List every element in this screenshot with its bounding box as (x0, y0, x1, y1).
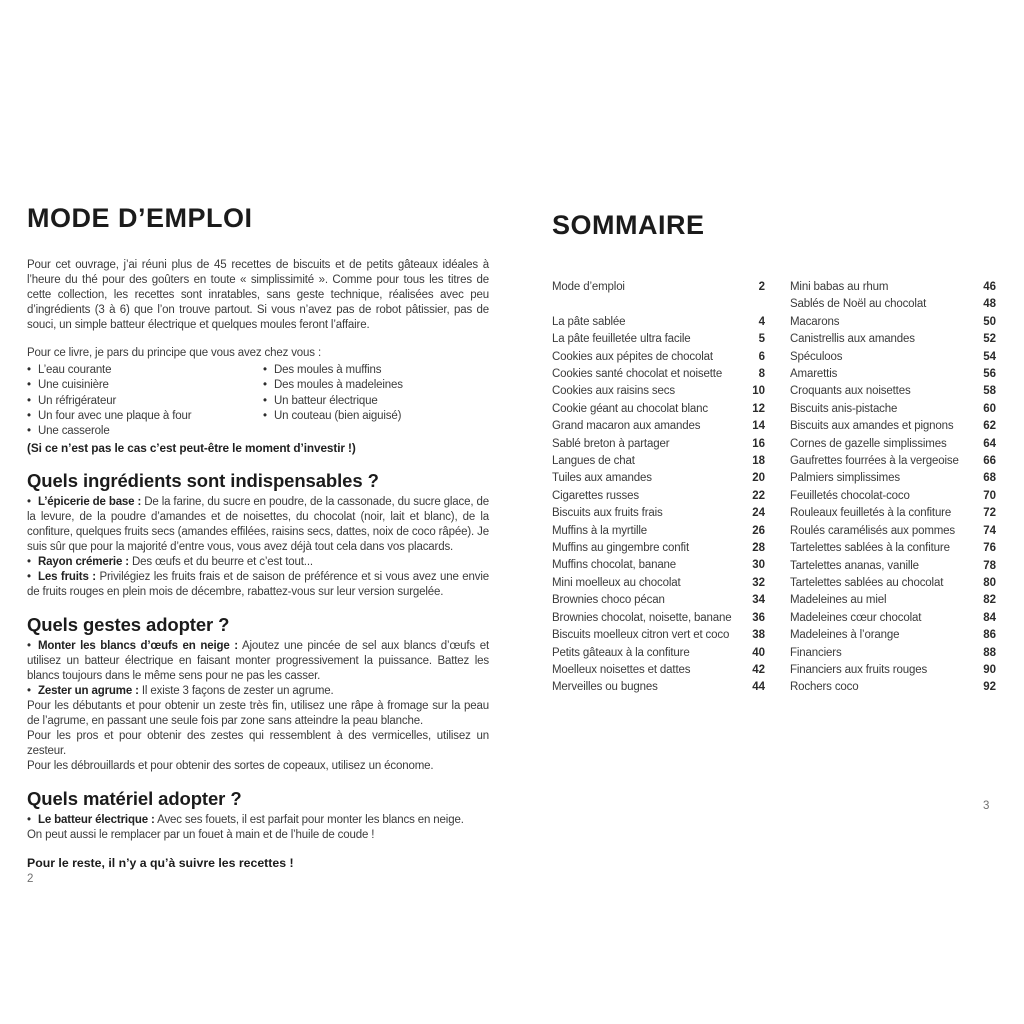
toc-entry-label: Amarettis (790, 368, 838, 381)
equipment-item (27, 363, 263, 378)
block-text: Des œufs et du beurre et c’est tout... (131, 556, 313, 569)
toc-entry-page: 60 (983, 402, 996, 415)
toc-entry-page: 52 (983, 333, 996, 346)
toc-row (790, 470, 996, 487)
block-lead: L’épicerie de base : (38, 496, 142, 509)
page-number-left: 2 (27, 873, 34, 886)
equipment-item-label: L’eau courante (38, 364, 112, 376)
toc-entry-label: Petits gâteaux à la confiture (552, 646, 690, 659)
toc-row (552, 523, 765, 540)
toc-entry-page: 80 (983, 576, 996, 589)
toc-entry-label: Mini moelleux au chocolat (552, 576, 681, 589)
toc-row (552, 488, 765, 505)
toc-row (790, 540, 996, 557)
toc-row (552, 349, 765, 366)
toc-entry-page: 68 (983, 472, 996, 485)
content-section (27, 788, 489, 843)
toc-entry-label: Rouleaux feuilletés à la confiture (790, 507, 952, 520)
closing-line: Pour le reste, il n’y a qu’à suivre les recettes ! (27, 856, 294, 871)
toc-row (552, 401, 765, 418)
toc-row (552, 592, 765, 609)
toc-entry-label: Tartelettes sablées au chocolat (790, 576, 944, 589)
toc-row (790, 558, 996, 575)
toc-entry-label: Brownies choco pécan (552, 594, 665, 607)
toc-row (552, 331, 765, 348)
toc-entry-page: 34 (752, 594, 765, 607)
equipment-item (263, 363, 489, 378)
toc-entry-label: Muffins à la myrtille (552, 524, 648, 537)
toc-entry-label: Biscuits aux fruits frais (552, 507, 663, 520)
equipment-item (263, 409, 489, 424)
toc-entry-page: 20 (752, 472, 765, 485)
toc-entry-page: 28 (752, 542, 765, 555)
block-lead: Les fruits : (38, 571, 96, 584)
bullet-glyph: • (27, 685, 31, 698)
toc-entry-page: 16 (752, 437, 765, 450)
toc-entry-page: 72 (983, 507, 996, 520)
section-block (27, 813, 489, 828)
toc-entry-label: Financiers aux fruits rouges (790, 663, 928, 676)
toc-column-2 (790, 279, 996, 697)
toc-row (552, 366, 765, 383)
toc-entry-label: Madeleines au miel (790, 594, 887, 607)
toc-row (552, 627, 765, 644)
section-block (27, 570, 489, 600)
toc-row (790, 627, 996, 644)
toc-entry-page: 2 (758, 281, 765, 293)
bullet-glyph: • (263, 409, 267, 422)
equipment-item-label: Une cuisinière (38, 379, 109, 392)
toc-entry-label: Financiers (790, 646, 842, 659)
bullet-glyph: • (263, 394, 267, 407)
toc-row (552, 575, 765, 592)
toc-row (552, 436, 765, 453)
equipment-item-label: Un batteur électrique (274, 394, 378, 407)
toc-row (552, 540, 765, 557)
toc-row (552, 418, 765, 435)
equipment-item (27, 424, 263, 439)
toc-row (552, 314, 765, 331)
toc-row (790, 349, 996, 366)
section-block (27, 828, 489, 843)
equipment-item (27, 409, 263, 424)
equipment-item-label: Des moules à madeleines (274, 379, 403, 392)
toc-entry-label: Roulés caramélisés aux pommes (790, 524, 956, 537)
bullet-glyph: • (27, 394, 31, 407)
toc-row (790, 383, 996, 400)
section-block (27, 495, 489, 555)
toc-entry-label: La pâte feuilletée ultra facile (552, 333, 691, 346)
equipment-item-label: Des moules à muffins (274, 364, 382, 376)
toc-entry-page: 40 (752, 646, 765, 659)
toc-row (552, 505, 765, 522)
toc-entry-page: 90 (983, 663, 996, 676)
toc-entry-label: Madeleines cœur chocolat (790, 611, 922, 624)
toc-entry-label: Rochers coco (790, 681, 859, 694)
toc-entry-label: Grand macaron aux amandes (552, 420, 701, 433)
equipment-item-label: Un couteau (bien aiguisé) (274, 409, 402, 422)
section-block (27, 759, 489, 774)
toc-entry-label: Sablé breton à partager (552, 437, 670, 450)
toc-entry-label: Biscuits aux amandes et pignons (790, 420, 954, 433)
toc-entry-label: Tartelettes ananas, vanille (790, 559, 919, 572)
toc-row (552, 662, 765, 679)
toc-row (790, 610, 996, 627)
toc-entry-page: 92 (983, 681, 996, 694)
toc-entry-label: Muffins chocolat, banane (552, 559, 677, 572)
toc-row (790, 645, 996, 662)
toc-entry-page: 48 (983, 298, 996, 311)
toc-entry-page: 84 (983, 611, 996, 624)
bullet-glyph: • (27, 364, 31, 376)
block-lead: Monter les blancs d’œufs en neige : (38, 640, 238, 653)
block-text: Il existe 3 façons de zester un agrume. (141, 685, 334, 698)
toc-entry-page: 22 (752, 489, 765, 502)
block-lead: Le batteur électrique : (38, 814, 155, 827)
toc-entry-page: 10 (752, 385, 765, 398)
page-title-mode-demploi: MODE D’EMPLOI (27, 203, 253, 233)
equipment-column-1 (27, 363, 263, 439)
toc-entry-page: 30 (752, 559, 765, 572)
toc-row (790, 366, 996, 383)
section-heading: Quels gestes adopter ? (27, 614, 230, 636)
toc-entry-page: 6 (758, 350, 765, 363)
toc-row (552, 279, 765, 296)
bullet-glyph: • (263, 379, 267, 392)
equipment-item-label: Une casserole (38, 425, 110, 438)
toc-row (790, 453, 996, 470)
toc-entry-page: 12 (752, 402, 765, 415)
toc-row (790, 523, 996, 540)
toc-entry-label: Cookies aux raisins secs (552, 385, 675, 398)
block-text: Pour les pros et pour obtenir des zestes qui ressemblent à des vermicelles, utilisez un zesteur. (27, 730, 489, 758)
toc-entry-page: 62 (983, 420, 996, 433)
toc-entry-label: Canistrellis aux amandes (790, 333, 915, 346)
toc-entry-label: Biscuits moelleux citron vert et coco (552, 629, 730, 642)
section-heading: Quels ingrédients sont indispensables ? (27, 470, 379, 492)
bullet-glyph: • (27, 814, 31, 827)
content-section (27, 614, 489, 774)
toc-row (552, 453, 765, 470)
toc-entry-page: 58 (983, 385, 996, 398)
bullet-glyph: • (27, 379, 31, 392)
intro-paragraph: Pour cet ouvrage, j’ai réuni plus de 45 recettes de biscuits et de petits gâteaux idéales à l’heure du thé pour des goûters en toute « simplissimité ». Comme pour tous les titres de cette collection, les recettes sont inratables, sans geste technique, réalisées avec peu d’ingrédients (3 à 6) que l’on trouve partout. Si vous n’avez pas de robot pâtissier, pas de souci, un simple batteur électrique et quelques moules feront l’affaire. (27, 259, 489, 331)
content-section (27, 470, 489, 600)
toc-entry-label: Tartelettes sablées à la confiture (790, 542, 950, 555)
toc-entry-page: 76 (983, 542, 996, 555)
right-page (552, 212, 1010, 1024)
block-text: Ajoutez une pincée de sel aux blancs d’œufs et utilisez un batteur électrique en faisant monter progressivement la puissance. Battez les blancs toujours dans le même sens pour ne pas les casser. (27, 640, 490, 683)
toc-entry-label: La pâte sablée (552, 315, 626, 328)
toc-row (552, 557, 765, 574)
toc-entry-page: 46 (983, 281, 996, 293)
bullet-glyph: • (27, 571, 31, 584)
toc-entry-page: 36 (752, 611, 765, 624)
toc-entry-label: Madeleines à l’orange (790, 629, 900, 642)
toc-entry-page: 14 (752, 420, 765, 433)
toc-entry-label: Palmiers simplissimes (790, 472, 900, 485)
toc-entry-page: 54 (983, 350, 996, 363)
toc-entry-page: 82 (983, 594, 996, 607)
toc-row (552, 470, 765, 487)
toc-entry-label: Langues de chat (552, 455, 635, 468)
section-block (27, 699, 489, 729)
equipment-item-label: Un réfrigérateur (38, 394, 117, 407)
toc-entry-label: Cookies santé chocolat et noisette (552, 368, 723, 381)
toc-entry-label: Mini babas au rhum (790, 281, 889, 293)
bullet-glyph: • (27, 425, 31, 438)
page-number-right: 3 (983, 800, 990, 812)
equipment-item-label: Un four avec une plaque à four (38, 409, 192, 422)
toc-entry-page: 32 (752, 576, 765, 589)
toc-entry-page: 18 (752, 455, 765, 468)
page-title-sommaire: SOMMAIRE (552, 210, 705, 240)
toc-entry-page: 86 (983, 629, 996, 642)
toc-row (790, 505, 996, 522)
toc-entry-label: Mode d’emploi (552, 281, 625, 293)
equipment-list (27, 363, 489, 439)
toc-row (790, 488, 996, 505)
bullet-glyph: • (27, 640, 31, 653)
toc-entry-label: Biscuits anis-pistache (790, 402, 898, 415)
section-heading: Quels matériel adopter ? (27, 788, 242, 810)
toc-entry-label: Muffins au gingembre confit (552, 542, 690, 555)
toc-entry-page: 8 (758, 368, 765, 381)
section-block (27, 639, 489, 684)
toc-entry-page: 74 (983, 524, 996, 537)
toc-row (790, 401, 996, 418)
toc-row (552, 679, 765, 696)
toc-row (552, 296, 765, 313)
toc-entry-page: 56 (983, 368, 996, 381)
toc-row (790, 418, 996, 435)
section-block (27, 555, 489, 570)
toc-entry-label: Cookie géant au chocolat blanc (552, 402, 708, 415)
toc-entry-label: Feuilletés chocolat-coco (790, 489, 910, 502)
toc-entry-label: Cornes de gazelle simplissimes (790, 437, 947, 450)
toc-row (790, 279, 996, 296)
bullet-glyph: • (27, 556, 31, 569)
block-text: Pour les débutants et pour obtenir un zeste très fin, utilisez une râpe à fromage sur la peau de l’agrume, en passant une seule fois par zone sans atteindre la peau blanche. (27, 700, 489, 728)
toc-entry-page: 70 (983, 489, 996, 502)
toc-entry-label: Brownies chocolat, noisette, banane (552, 611, 732, 624)
toc-entry-label: Gaufrettes fourrées à la vergeoise (790, 455, 959, 468)
section-block (27, 729, 489, 759)
toc-entry-label: Tuiles aux amandes (552, 472, 652, 485)
equipment-item (27, 378, 263, 393)
toc-entry-page: 5 (758, 333, 765, 346)
block-lead: Zester un agrume : (38, 685, 139, 698)
bullet-glyph: • (27, 496, 31, 509)
toc-entry-page: 24 (752, 507, 765, 520)
toc-entry-page: 50 (983, 315, 996, 328)
toc-entry-page: 64 (983, 437, 996, 450)
toc-row (790, 331, 996, 348)
toc-entry-label: Moelleux noisettes et dattes (552, 663, 691, 676)
equipment-item (27, 394, 263, 409)
toc-entry-page: 66 (983, 455, 996, 468)
left-page (27, 205, 489, 1024)
toc-row (552, 383, 765, 400)
block-lead: Rayon crémerie : (38, 556, 129, 569)
block-text: Avec ses fouets, il est parfait pour monter les blancs en neige. (157, 814, 464, 827)
equipment-item (263, 394, 489, 409)
toc-row (790, 662, 996, 679)
section-block (27, 684, 489, 699)
toc-row (790, 679, 996, 696)
sections (27, 470, 489, 843)
toc-row (552, 645, 765, 662)
toc-entry-label: Cookies aux pépites de chocolat (552, 350, 713, 363)
block-text: On peut aussi le remplacer par un fouet à main et de l’huile de coude ! (27, 829, 375, 842)
toc-entry-page: 88 (983, 646, 996, 659)
toc-entry-page: 78 (983, 559, 996, 572)
toc-entry-page: 26 (752, 524, 765, 537)
toc-entry-page: 4 (758, 315, 765, 328)
toc-row (790, 575, 996, 592)
toc-column-1 (552, 279, 765, 697)
equipment-column-2 (263, 363, 489, 439)
block-text: Privilégiez les fruits frais et de saison de préférence et si vous avez une envie de fruits rouges en plein mois de décembre, rabattez-vous sur leur version surgelée. (27, 571, 489, 599)
toc-row (790, 436, 996, 453)
toc-entry-label: Croquants aux noisettes (790, 385, 911, 398)
block-text: De la farine, du sucre en poudre, de la cassonade, du sucre glace, de la levure, de la poudre d’amandes et de noisettes, du chocolat (noir, lait et blanc), de la confiture, quelques fruits secs (amandes effilées, raisins secs, dattes, noix de coco râpée). Je suis sûr que pour la majorité d’entre vous, vous avez déjà tout cela dans vos placards. (27, 496, 489, 554)
block-text: Pour les débrouillards et pour obtenir des sortes de copeaux, utilisez un économe. (27, 760, 434, 773)
toc-entry-label: Merveilles ou bugnes (552, 681, 658, 694)
toc-entry-label: Cigarettes russes (552, 489, 639, 502)
toc-entry-label: Macarons (790, 315, 840, 328)
toc-entry-page: 38 (752, 629, 765, 642)
bullet-glyph: • (27, 409, 31, 422)
toc-entry-page: 44 (752, 681, 765, 694)
toc-row (552, 610, 765, 627)
toc-entry-label: Spéculoos (790, 350, 843, 363)
toc-row (790, 314, 996, 331)
invest-note: (Si ce n’est pas le cas c’est peut-être le moment d’investir !) (27, 441, 356, 456)
toc-row (790, 296, 996, 313)
equipment-item (263, 378, 489, 393)
toc-entry-page: 42 (752, 663, 765, 676)
toc-entry-label: Sablés de Noël au chocolat (790, 298, 927, 311)
bullet-glyph: • (263, 364, 267, 376)
toc-row (790, 592, 996, 609)
principle-line: Pour ce livre, je pars du principe que vous avez chez vous : (27, 347, 321, 359)
table-of-contents (552, 279, 1010, 697)
